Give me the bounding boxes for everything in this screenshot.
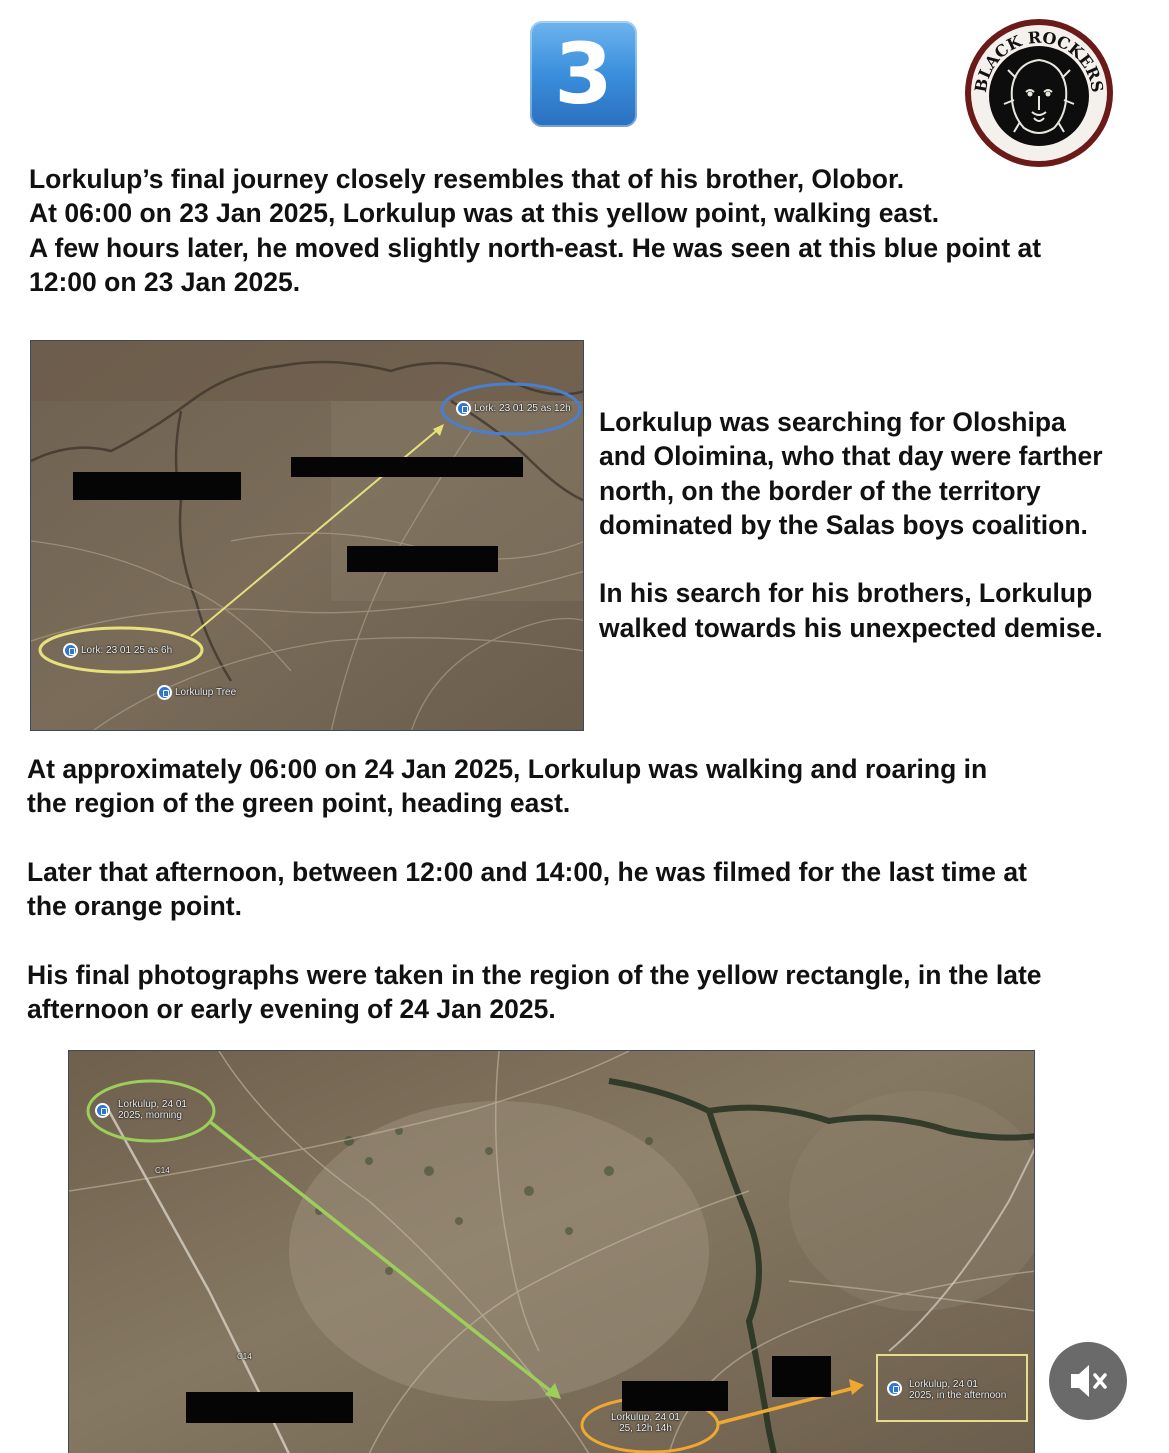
side-text <box>599 405 1164 645</box>
satellite-map-24-jan <box>68 1050 1035 1453</box>
map-pin-icon[interactable] <box>887 1381 902 1396</box>
intro-line: 12:00 on 23 Jan 2025. <box>29 266 301 297</box>
spacer <box>599 542 1164 576</box>
lower-line: At approximately 06:00 on 24 Jan 2025, Lorkulup was walking and roaring in <box>27 754 988 784</box>
spacer <box>27 821 1157 855</box>
redaction-bar <box>772 1356 831 1397</box>
road-label: C14 <box>155 1166 170 1175</box>
map-pin-icon[interactable] <box>157 685 172 700</box>
yellow-point-label: Lork: 23 01 25 as 6h <box>81 645 173 656</box>
map-pin-icon[interactable] <box>456 401 471 416</box>
intro-line: At 06:00 on 23 Jan 2025, Lorkulup was at this yellow point, walking east. <box>29 198 940 229</box>
spacer <box>27 923 1157 957</box>
lower-line: afternoon or early evening of 24 Jan 2025. <box>27 994 556 1025</box>
lower-line: His final photographs were taken in the region of the yellow rectangle, in the late <box>27 959 1042 990</box>
number-badge <box>530 21 637 127</box>
speaker-muted-icon <box>1049 1342 1127 1420</box>
redaction-bar <box>291 457 523 477</box>
redaction-bar <box>622 1381 728 1411</box>
tree-point-label: Lorkulup Tree <box>175 687 237 698</box>
lower-line: Later that afternoon, between 12:00 and 14:00, he was filmed for the last time at <box>27 856 1027 887</box>
blue-point-label: Lork: 23 01 25 as 12h <box>474 403 571 414</box>
redaction-bar <box>73 472 241 500</box>
lion-head-icon <box>964 18 1114 168</box>
lower-line: the region of the green point, heading east. <box>27 788 571 819</box>
black-rockers-logo <box>964 18 1114 168</box>
side-line: Lorkulup was searching for Oloshipa <box>599 407 1066 437</box>
intro-line: A few hours later, he moved slightly north-east. He was seen at this blue point at <box>29 232 1042 263</box>
side-line: walked towards his unexpected demise. <box>599 612 1103 643</box>
satellite-map-23-jan <box>30 340 584 731</box>
intro-line: Lorkulup’s final journey closely resembles that of his brother, Olobor. <box>29 164 905 194</box>
redaction-bar <box>347 546 498 572</box>
side-line: dominated by the Salas boys coalition. <box>599 509 1088 540</box>
terrain-image <box>31 341 584 731</box>
road-label: C14 <box>237 1352 252 1361</box>
map-pin-icon[interactable] <box>95 1103 110 1118</box>
orange-point-label: Lorkulup, 24 01 25, 12h 14h <box>611 1412 680 1434</box>
badge-number: 3 <box>554 25 613 123</box>
lower-text <box>27 752 1157 1026</box>
map-pin-icon[interactable] <box>63 643 78 658</box>
intro-text <box>29 162 1149 299</box>
redaction-bar <box>186 1392 353 1423</box>
lower-line: the orange point. <box>27 891 242 922</box>
svg-text:BLACK ROCKERS: BLACK ROCKERS <box>970 27 1108 94</box>
side-line: In his search for his brothers, Lorkulup <box>599 578 1093 609</box>
side-line: north, on the border of the territory <box>599 475 1041 506</box>
rectangle-label: Lorkulup, 24 01 2025, in the afternoon <box>909 1379 1007 1401</box>
green-point-label: Lorkulup, 24 01 2025, morning <box>118 1099 187 1121</box>
side-line: and Oloimina, who that day were farther <box>599 441 1103 472</box>
mute-button[interactable] <box>1049 1342 1127 1420</box>
